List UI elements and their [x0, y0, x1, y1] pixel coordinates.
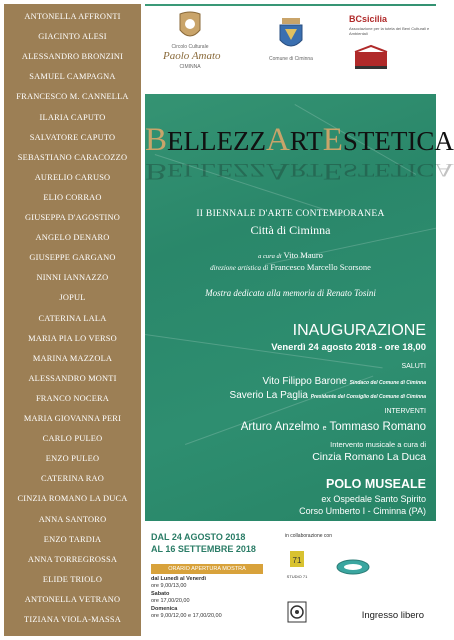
musician: Cinzia Romano La Duca — [312, 451, 426, 463]
date-from: DAL 24 AGOSTO 2018 — [151, 532, 246, 542]
artist-name: CATERINA LALA — [38, 313, 107, 323]
curator-line: a cura di Vito Mauro — [258, 250, 323, 260]
weekdays-label: dal Lunedì al Venerdì — [151, 576, 207, 582]
collab-label: in collaborazione con — [285, 533, 332, 539]
artist-name: NINNI IANNAZZO — [36, 273, 109, 283]
artist-name: JOPUL — [59, 293, 86, 303]
svg-text:71: 71 — [292, 556, 302, 565]
artist-name: ANNA TORREGROSSA — [27, 554, 118, 564]
artist-name: CATERINA RAO — [40, 474, 105, 484]
coat-of-arms-icon — [265, 16, 317, 54]
sponsor2-logo — [333, 555, 373, 577]
venue-line2: Corso Umberto I - Ciminna (PA) — [299, 506, 426, 516]
artist-name: GIACINTO ALESI — [38, 32, 107, 42]
interventi-label: INTERVENTI — [384, 408, 426, 415]
artist-name: ENZO PULEO — [45, 454, 100, 464]
dedication: Mostra dedicata alla memoria di Renato Tosini — [205, 288, 376, 298]
artist-name: GIUSEPPA D'AGOSTINO — [24, 213, 121, 222]
venue-name: POLO MUSEALE — [325, 477, 426, 491]
logo-caption: Associazione per la tutela dei Beni Culturali e Ambientali — [349, 26, 430, 36]
artist-name: AURELIO CARUSO — [34, 172, 111, 182]
saturday-hours: ore 17,00/20,00 — [151, 598, 190, 604]
sponsor-emblem-icon — [333, 555, 373, 577]
hours-label: ORARIO APERTURA MOSTRA — [151, 564, 263, 574]
saluti-label: SALUTI — [401, 363, 426, 370]
artist-name: CINZIA ROMANO LA DUCA — [17, 494, 128, 504]
sunday-hours: ore 9,00/12,00 e 17,00/20,00 — [151, 613, 222, 619]
sponsor3-logo — [287, 601, 307, 623]
artist-name: ALESSANDRO MONTI — [28, 373, 117, 383]
artist-name: SAMUEL CAMPAGNA — [29, 72, 116, 82]
artist-name: SEBASTIANO CARACOZZO — [17, 152, 128, 162]
logo-name: BCsicilia — [349, 14, 388, 24]
saluto-2: Saverio La Paglia Presidente del Consiglio del Comune di Ciminna — [229, 390, 426, 401]
music-label: Intervento musicale a cura di — [330, 440, 426, 449]
bcsicilia-logo — [349, 14, 433, 84]
weekdays-hours: ore 9,00/13,00 — [151, 583, 187, 589]
artist-name: CARLO PULEO — [42, 434, 103, 444]
inauguration-date: Venerdì 24 agosto 2018 - ore 18,00 — [271, 342, 426, 353]
artist-name: MARIA GIOVANNA PERI — [23, 414, 122, 423]
artist-name: FRANCESCO M. CANNELLA — [16, 92, 129, 102]
artist-list-panel — [4, 4, 141, 636]
artist-name: GIUSEPPE GARGANO — [29, 253, 116, 263]
artist-name: TIZIANA VIOLA-MASSA — [24, 615, 121, 624]
artist-name: MARINA MAZZOLA — [32, 353, 113, 363]
title-block — [145, 122, 454, 184]
date-to: AL 16 SETTEMBRE 2018 — [151, 544, 256, 554]
artist-name: ANTONELLA AFFRONTI — [24, 12, 121, 21]
saluto-1: Vito Filippo Barone Sindaco del Comune di Ciminna — [262, 376, 426, 387]
artist-name: ANGELO DENARO — [35, 233, 110, 243]
logo-caption: Circolo Culturale — [171, 44, 209, 50]
artist-name: ELIDE TRIOLO — [42, 574, 103, 584]
city-heading: Città di Ciminna — [250, 223, 331, 237]
artist-name: SALVATORE CAPUTO — [29, 132, 116, 142]
artist-name: ELIO CORRAO — [43, 192, 102, 202]
saturday-label: Sabato — [151, 591, 170, 597]
speakers-line: Arturo Anzelmo e Tommaso Romano — [240, 421, 426, 433]
biennale-heading: II BIENNALE D'ARTE CONTEMPORANEA — [196, 209, 385, 219]
main-panel — [145, 4, 454, 636]
film-reel-icon — [287, 601, 307, 623]
director-line: direzione artistica di Francesco Marcello Scorsone — [210, 262, 371, 272]
comune-ciminna-logo — [265, 16, 317, 76]
info-footer — [145, 521, 436, 636]
free-entry: Ingresso libero — [361, 610, 424, 621]
artist-name: ILARIA CAPUTO — [39, 112, 106, 122]
studio71-logo — [283, 549, 311, 583]
artist-name: ALESSANDRO BRONZINI — [21, 52, 124, 62]
artist-name: FRANCO NOCERA — [35, 393, 110, 403]
studio71-icon — [283, 549, 311, 573]
bcsicilia-emblem-icon — [351, 44, 391, 76]
venue-line1: ex Ospedale Santo Spirito — [321, 494, 426, 504]
logo-caption: CIMINNA — [179, 64, 201, 70]
logo-caption: Comune di Ciminna — [269, 56, 313, 62]
inauguration-heading: INAUGURAZIONE — [292, 322, 426, 339]
logo-name: Paolo Amato — [163, 50, 221, 62]
artist-name: ANTONELLA VETRANO — [24, 594, 121, 604]
sponsor-name: STUDIO 71 — [286, 574, 308, 579]
circolo-paolo-amato-logo — [163, 10, 221, 80]
artist-name: ENZO TARDIA — [43, 534, 102, 544]
exhibition-title: BELLEZZARTESTETICA — [145, 122, 454, 158]
artist-name: ANNA SANTORO — [38, 514, 107, 524]
sunday-label: Domenica — [151, 606, 178, 612]
artist-name: MARIA PIA LO VERSO — [28, 333, 117, 343]
title-reflection: BELLEZZARTESTETICA — [145, 158, 454, 184]
logos-header — [145, 6, 436, 94]
crest-icon — [163, 10, 217, 44]
